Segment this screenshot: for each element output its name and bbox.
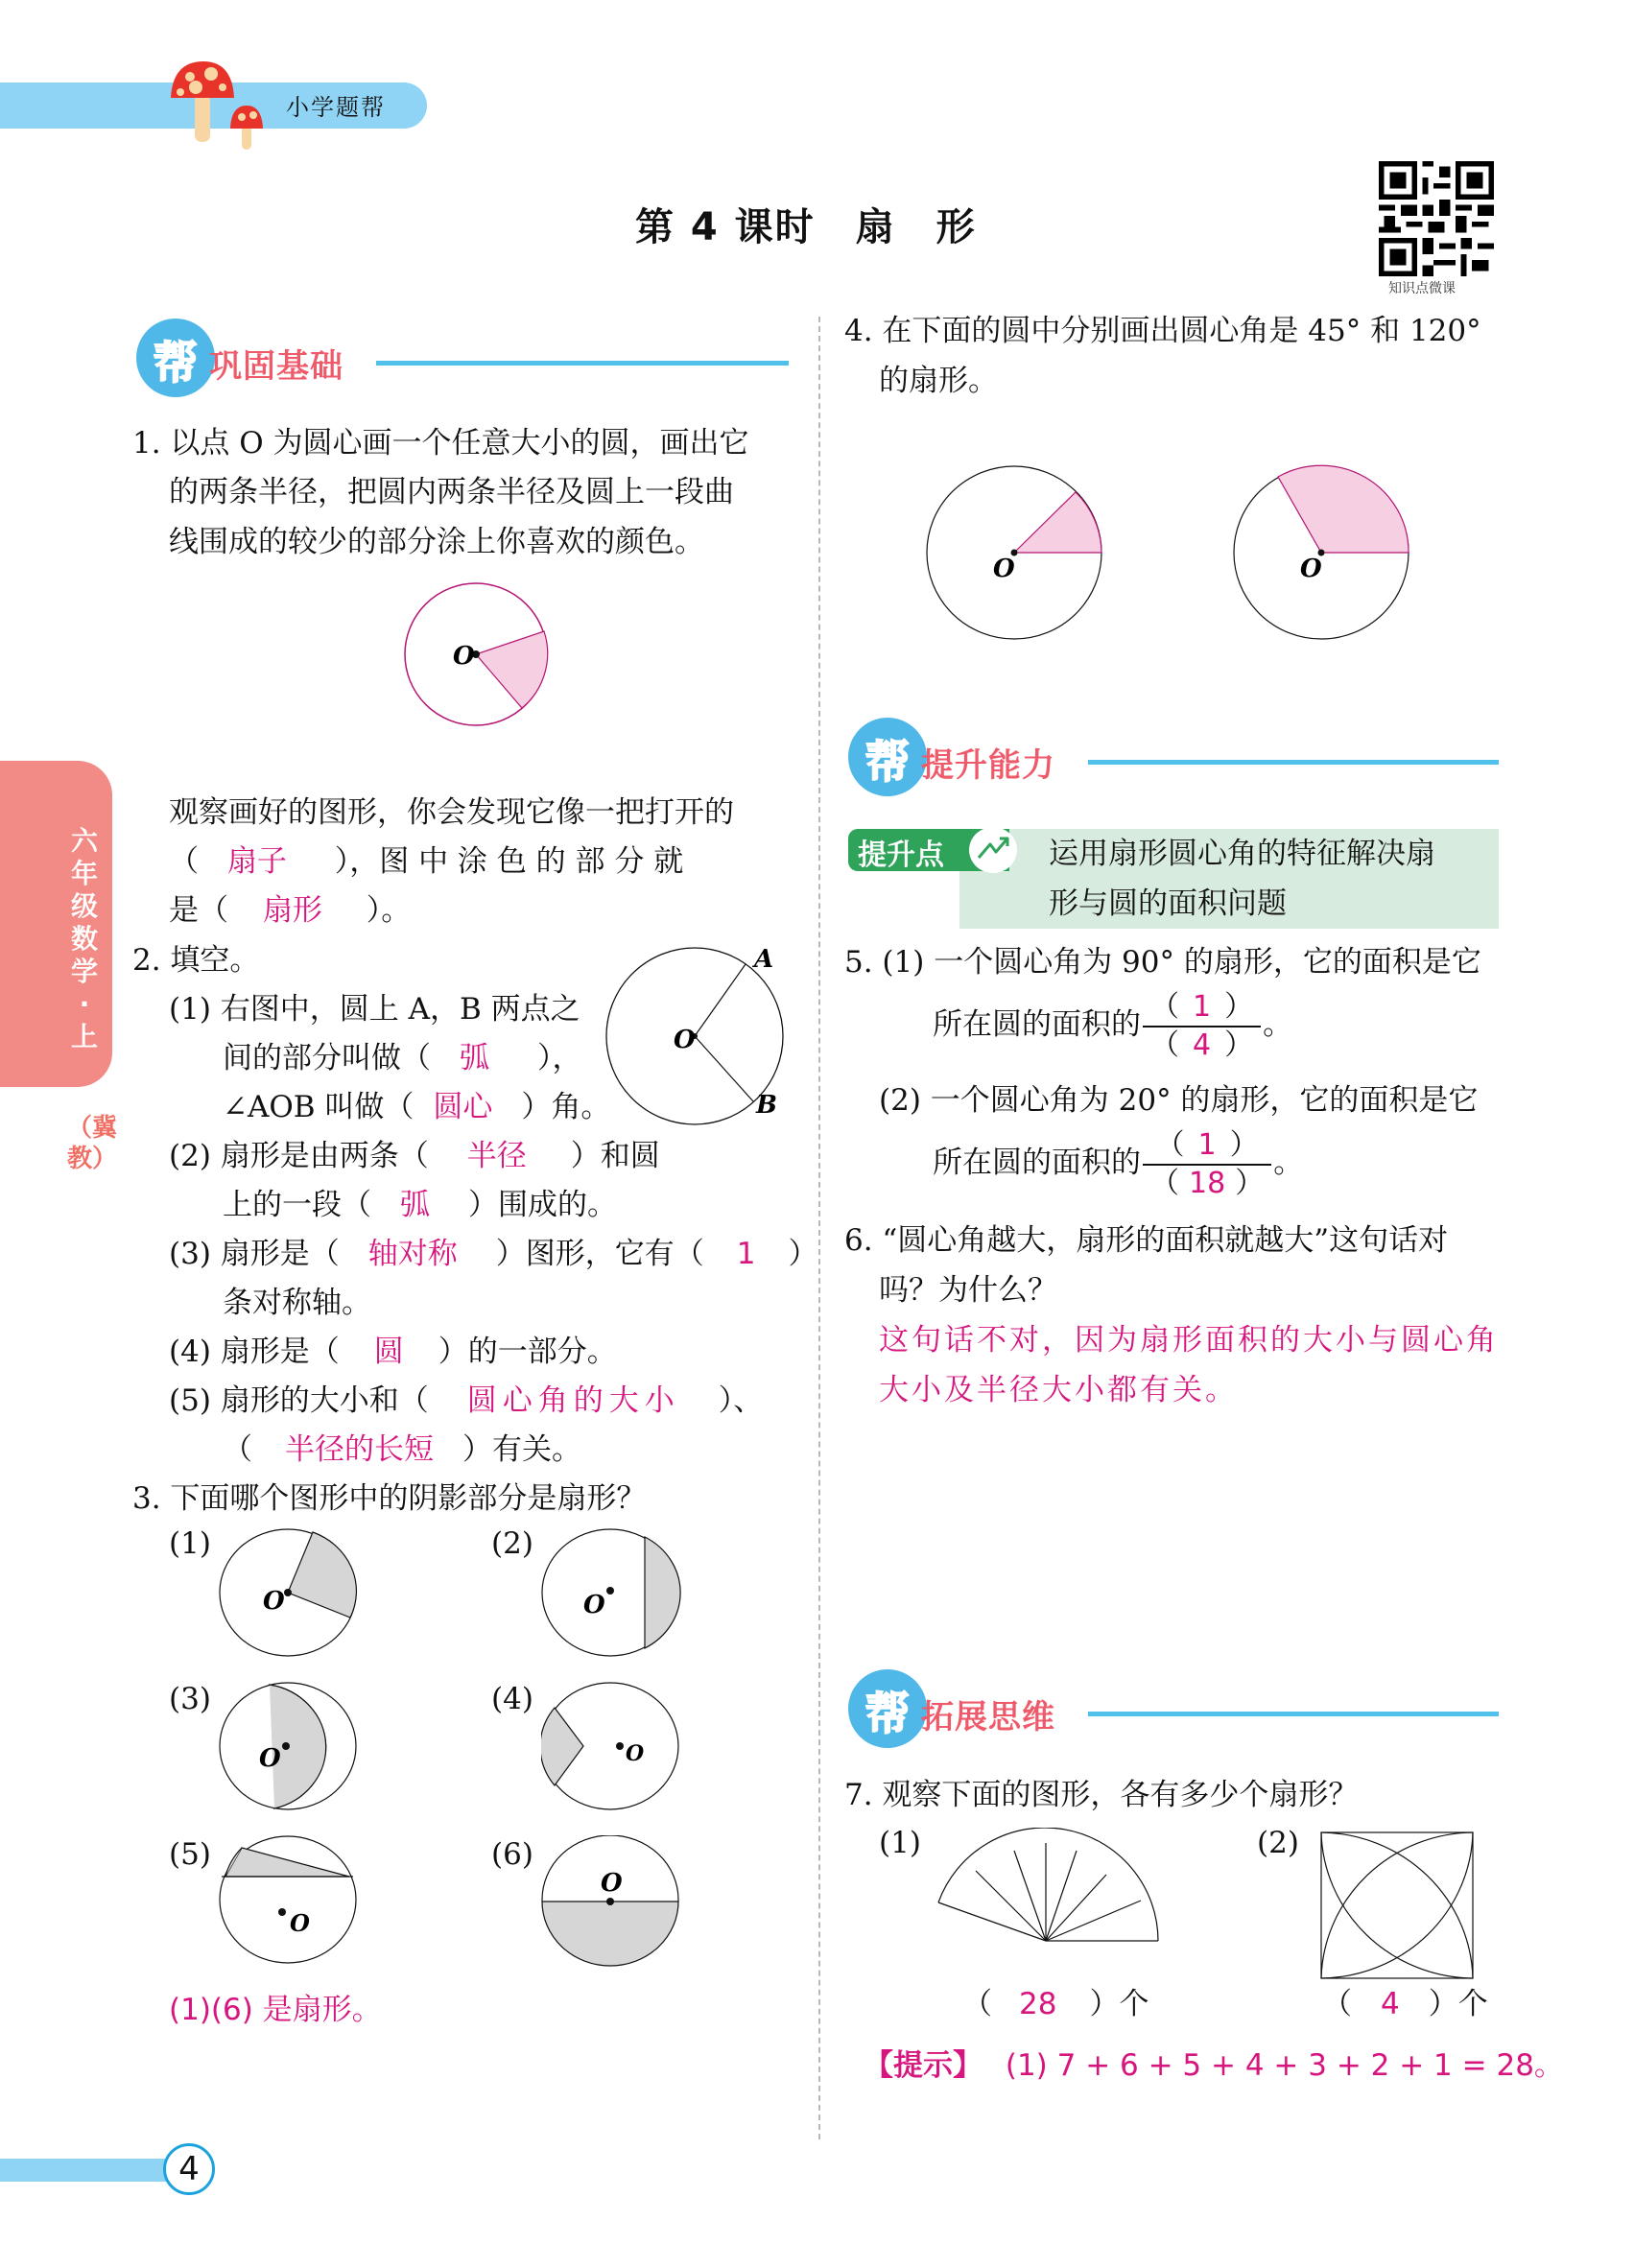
- q7-fig-2-label: (2): [1257, 1826, 1299, 1860]
- upgrade-point-badge-label: 提升点: [858, 839, 944, 872]
- q6-line-1: 6. “圆心角越大，扇形的面积就越大”这句话对: [844, 1223, 1449, 1258]
- q1-observe-line-2: （ 扇子 ），图 中 涂 色 的 部 分 就: [169, 844, 684, 879]
- q2-1-line-b: 间的部分叫做（ 弧 ），: [223, 1041, 582, 1075]
- q4-line-2: 的扇形。: [879, 364, 998, 398]
- q2-answer-symmetric: 轴对称: [367, 1237, 458, 1271]
- q7-answer-1: 28: [1019, 1987, 1057, 2021]
- q1-line-1: 1. 以点 O 为圆心画一个任意大小的圆，画出它: [132, 426, 749, 461]
- q1-observe-line-1: 观察画好的图形，你会发现它像一把打开的: [169, 795, 734, 830]
- q7-fig-2-answer: （ 4 ）个: [1322, 1987, 1488, 2021]
- q3-figure-4: [541, 1682, 685, 1816]
- q3-fig-4-label: (4): [491, 1682, 533, 1716]
- section-rule: [376, 361, 789, 366]
- q5-2-line-2: 所在圆的面积的 $\frac{( 1 )}{( 18 )}$ 。: [933, 1127, 1304, 1200]
- q7-title: 7. 观察下面的图形，各有多少个扇形？: [844, 1778, 1359, 1812]
- q5-1-line-1: 5. (1) 一个圆心角为 90° 的扇形，它的面积是它: [844, 945, 1481, 980]
- q7-fig-1-label: (1): [879, 1826, 921, 1860]
- q1-line-2: 的两条半径，把圆内两条半径及圆上一段曲: [169, 475, 734, 509]
- q7-figure-2-square: [1319, 1831, 1478, 1984]
- q2-answer-arc: 弧: [460, 1041, 489, 1075]
- mushroom-icon: [163, 56, 278, 152]
- q3-figure-5: [219, 1835, 363, 1970]
- q2-answer-angle-size: 圆心角的大小: [466, 1383, 680, 1418]
- page-title: 第 4 课时 扇 形: [635, 205, 977, 249]
- q5-1-fraction: $\frac{( 1 )}{( 4 )}$: [1143, 989, 1261, 1064]
- q1-line-3: 线围成的较少的部分涂上你喜欢的颜色。: [169, 525, 704, 559]
- section-title-extend: 拓展思维: [921, 1698, 1055, 1736]
- svg-text:O: O: [1300, 555, 1322, 583]
- section-rule: [1088, 760, 1499, 765]
- q4-line-1: 4. 在下面的圆中分别画出圆心角是 45° 和 120°: [844, 314, 1481, 348]
- q5-2-denominator: 18: [1189, 1166, 1226, 1200]
- section-badge-char: 帮: [865, 1688, 910, 1739]
- q1-answer-sector: 扇形: [262, 893, 322, 928]
- q3-fig-5-label: (5): [169, 1837, 211, 1872]
- svg-text:O: O: [674, 1026, 696, 1054]
- qr-code-icon[interactable]: [1379, 161, 1494, 276]
- q5-2-fraction: $\frac{( 1 )}{( 18 )}$: [1143, 1127, 1271, 1202]
- svg-text:O: O: [601, 1869, 623, 1898]
- section-rule: [1088, 1712, 1499, 1716]
- svg-text:O: O: [263, 1587, 285, 1616]
- q2-title: 2. 填空。: [132, 943, 260, 978]
- svg-text:O: O: [453, 642, 475, 671]
- section-badge-char: 帮: [865, 736, 910, 788]
- q4-circle-120deg: [1233, 463, 1415, 646]
- q2-3-line-a: (3) 扇形是（ 轴对称 ）图形，它有（ 1 ）: [169, 1237, 818, 1271]
- q3-fig-1-label: (1): [169, 1526, 211, 1561]
- q2-answer-central: 圆心: [433, 1090, 493, 1124]
- q2-4-line: (4) 扇形是（ 圆 ）的一部分。: [169, 1335, 617, 1369]
- q1-circle-figure: [397, 576, 560, 739]
- svg-text:A: A: [754, 945, 774, 974]
- brand-title: 小学题帮: [286, 94, 386, 121]
- q3-figure-1: [219, 1528, 363, 1663]
- q2-3-line-b: 条对称轴。: [223, 1286, 371, 1320]
- q2-1-line-c: ∠AOB 叫做（ 圆心 ）角。: [223, 1090, 611, 1124]
- q2-circle-figure: [595, 940, 796, 1132]
- section-badge-char: 帮: [154, 337, 198, 389]
- svg-text:O: O: [290, 1909, 310, 1937]
- q7-hint: [864, 2042, 1564, 2091]
- q6-answer-line-2: 大小及半径大小都有关。: [879, 1373, 1238, 1407]
- svg-text:B: B: [756, 1091, 777, 1120]
- upgrade-point-line-1: 运用扇形圆心角的特征解决扇: [1049, 837, 1435, 871]
- q4-circle-45deg: [926, 463, 1108, 646]
- upgrade-arrow-icon: [969, 827, 1017, 873]
- svg-text:O: O: [626, 1741, 645, 1766]
- side-tab-label: 六年级数学·上: [70, 825, 98, 1052]
- q2-2-line-b: 上的一段（ 弧 ）围成的。: [223, 1188, 617, 1222]
- q2-5-line-b: （ 半径的长短 ）有关。: [223, 1432, 581, 1467]
- q3-figure-6: [541, 1835, 685, 1970]
- q1-observe-line-3: 是（ 扇形 ）。: [169, 893, 412, 928]
- q5-2-line-1: (2) 一个圆心角为 20° 的扇形，它的面积是它: [879, 1083, 1479, 1118]
- q5-1-denominator: 4: [1193, 1028, 1212, 1062]
- qr-caption: 知识点微课: [1388, 281, 1456, 296]
- section-header-basics: [136, 319, 789, 405]
- upgrade-point-text: [1049, 829, 1435, 929]
- q2-5-line-a: (5) 扇形的大小和（ 圆心角的大小 ）、: [169, 1383, 764, 1418]
- upgrade-point-line-2: 形与圆的面积问题: [1049, 886, 1287, 921]
- footer-bar: [0, 2159, 173, 2182]
- q6-line-2: 吗？为什么？: [879, 1273, 1057, 1308]
- section-header-extend: [848, 1669, 1501, 1756]
- q5-2-numerator: 1: [1197, 1127, 1217, 1162]
- q7-answer-2: 4: [1381, 1987, 1400, 2021]
- q3-figure-3: [219, 1682, 363, 1816]
- q2-1-line-a: (1) 右图中，圆上 A，B 两点之: [169, 992, 580, 1027]
- q2-2-line-a: (2) 扇形是由两条（ 半径 ）和圆: [169, 1139, 660, 1173]
- q2-answer-axis-count: 1: [736, 1237, 756, 1271]
- svg-text:O: O: [583, 1591, 605, 1619]
- page-number: 4: [163, 2143, 215, 2195]
- q2-answer-circle: 圆: [373, 1335, 404, 1369]
- section-title-basics: 巩固基础: [209, 347, 343, 386]
- q6-answer-line-1: 这句话不对，因为扇形面积的大小与圆心角: [879, 1323, 1499, 1358]
- q7-hint-text: (1) 7 + 6 + 5 + 4 + 3 + 2 + 1 = 28。: [1005, 2048, 1564, 2083]
- q5-1-line-2: 所在圆的面积的 $\frac{( 1 )}{( 4 )}$ 。: [933, 989, 1293, 1062]
- q2-answer-radius-length: 半径的长短: [285, 1432, 434, 1467]
- q5-1-numerator: 1: [1193, 989, 1212, 1024]
- q7-fig-1-answer: （ 28 ）个: [962, 1987, 1149, 2021]
- svg-text:O: O: [259, 1744, 281, 1773]
- q2-answer-radius: 半径: [466, 1139, 527, 1173]
- side-tab-edition: （冀教）: [67, 1114, 118, 1173]
- svg-text:O: O: [993, 555, 1015, 583]
- q3-answer: (1)(6) 是扇形。: [169, 1993, 382, 2027]
- q7-figure-1-fan: [935, 1828, 1166, 1952]
- q3-title: 3. 下面哪个图形中的阴影部分是扇形？: [132, 1481, 647, 1516]
- q3-fig-3-label: (3): [169, 1682, 211, 1716]
- column-divider: [818, 317, 820, 2139]
- q7-hint-label: 【提示】: [864, 2048, 983, 2083]
- q3-figure-2: [541, 1528, 685, 1663]
- q1-answer-fan: 扇子: [226, 844, 287, 879]
- q2-answer-arc-2: 弧: [400, 1188, 430, 1222]
- q3-fig-6-label: (6): [491, 1837, 533, 1872]
- section-header-ability: [848, 718, 1501, 804]
- section-title-ability: 提升能力: [921, 746, 1055, 785]
- q3-fig-2-label: (2): [491, 1526, 533, 1561]
